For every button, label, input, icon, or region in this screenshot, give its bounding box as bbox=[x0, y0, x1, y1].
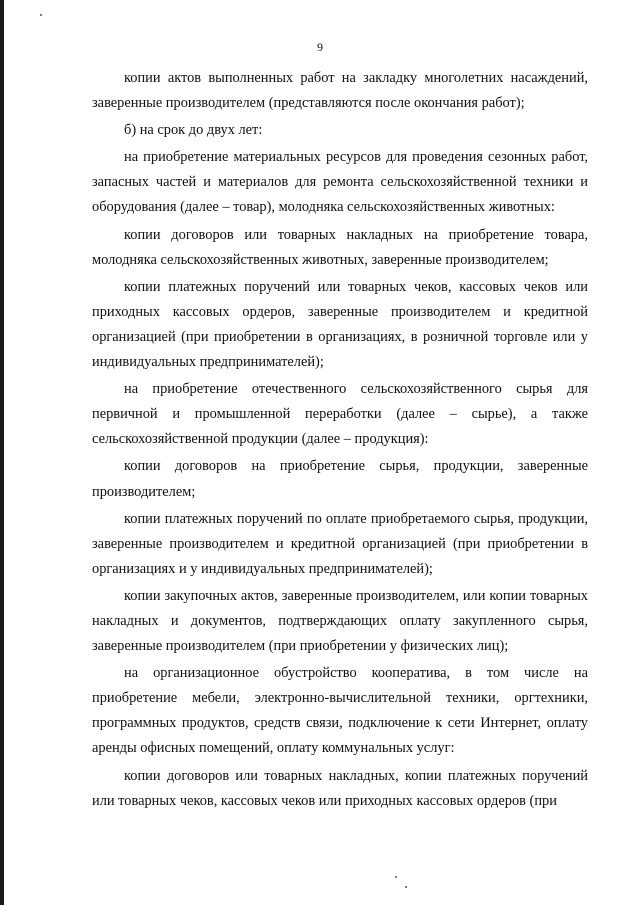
paragraph-10: на организационное обустройство кооператива, в том числе на приобретение мебели, электронно-вычислительной техники, оргтехники, программных продуктов, средств связи, подключение к сети Интернет, оплату аренды офисных помещений, оплату коммунальных услуг: bbox=[92, 665, 588, 757]
scan-speck bbox=[405, 886, 407, 888]
paragraph-4: копии договоров или товарных накладных на приобретение товара, молодняка сельскохозяйственных животных, заверенные производителем; bbox=[92, 226, 588, 268]
paragraph-1: копии актов выполненных работ на закладку многолетних насаждений, заверенные производителем (представляются после окончания работ); bbox=[92, 70, 588, 112]
paragraph-9: копии закупочных актов, заверенные производителем, или копии товарных накладных и документов, подтверждающих оплату закупленного сырья, заверенные производителем (при приобретении у физических лиц); bbox=[92, 587, 588, 655]
paragraph-6: на приобретение отечественного сельскохозяйственного сырья для первичной и промышленной переработки (далее – сырье), а также сельскохозяйственной продукции (далее – продукция): bbox=[92, 381, 588, 448]
paragraph-11: копии договоров или товарных накладных, копии платежных поручений или товарных чеков, кассовых чеков или приходных кассовых ордеров (при bbox=[92, 767, 588, 809]
paragraph-8: копии платежных поручений по оплате приобретаемого сырья, продукции, заверенные производителем и кредитной организацией (при приобретении в организациях и у индивидуальных предпринимателей); bbox=[92, 510, 588, 577]
document-body bbox=[92, 66, 588, 814]
paragraph-7: копии договоров на приобретение сырья, продукции, заверенные производителем; bbox=[92, 458, 588, 500]
paragraph-3: на приобретение материальных ресурсов для проведения сезонных работ, запасных частей и материалов для ремонта сельскохозяйственной техники и оборудования (далее – товар), молодняка сельскохозяйственных животных: bbox=[92, 149, 588, 216]
page-number: 9 bbox=[317, 40, 323, 54]
paragraph-2: б) на срок до двух лет: bbox=[124, 122, 263, 139]
paragraph-5: копии платежных поручений или товарных чеков, кассовых чеков или приходных кассовых ордеров, заверенные производителем и кредитной организацией (при приобретении в организациях, в розничной торговле или у индивидуальных предпринимателей); bbox=[92, 278, 588, 371]
scan-speck bbox=[40, 14, 42, 16]
scan-speck bbox=[395, 876, 397, 878]
scan-edge-shadow bbox=[0, 0, 4, 905]
